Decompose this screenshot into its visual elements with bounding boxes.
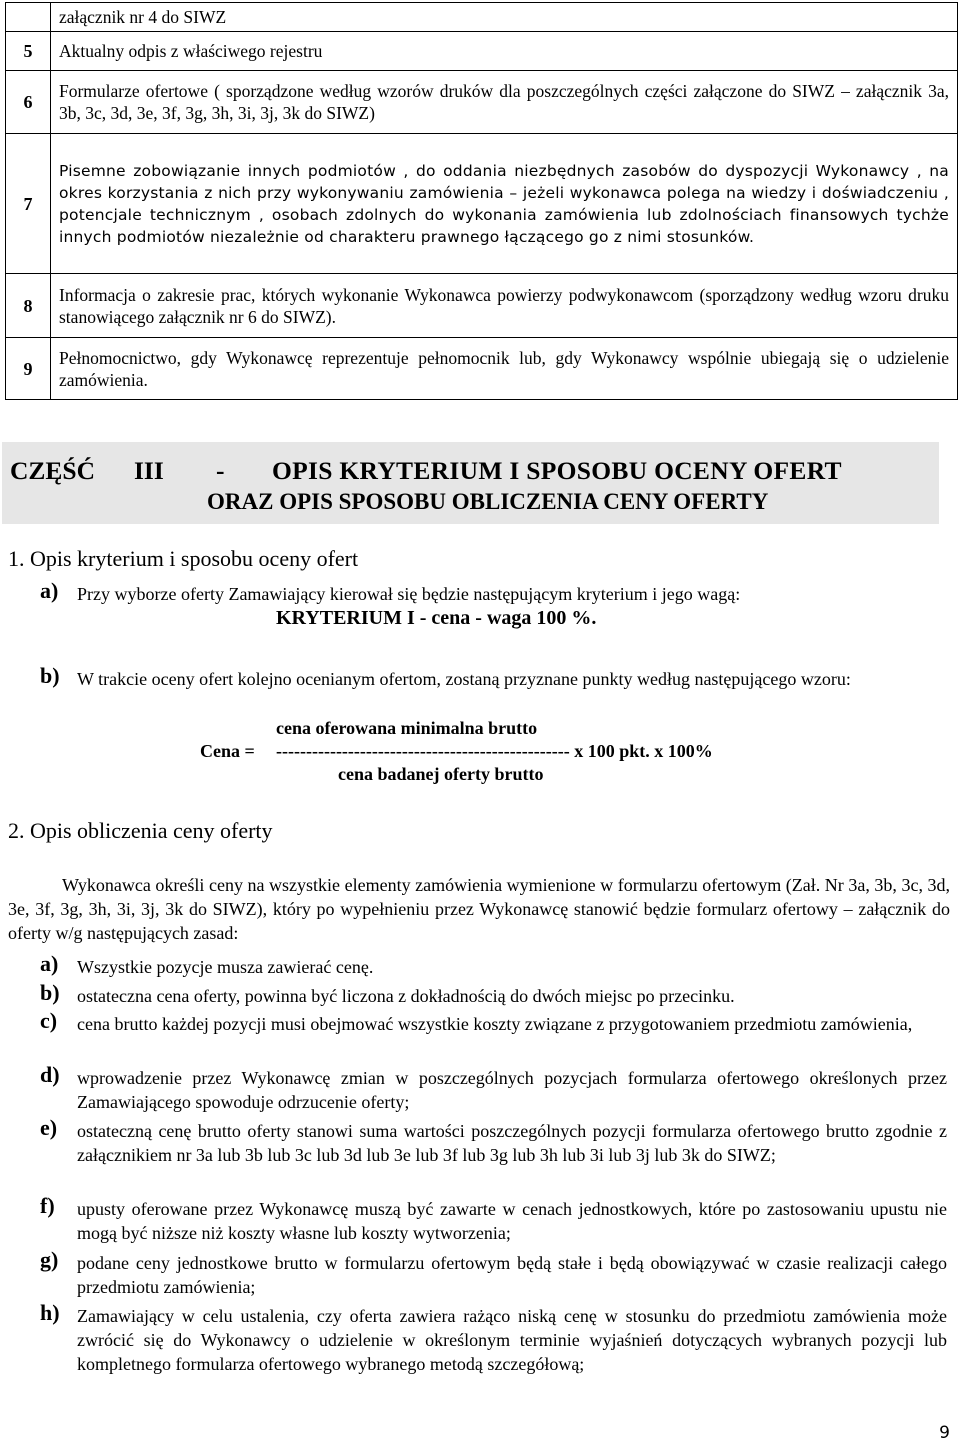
item-label: a) [40,578,59,603]
formula-label: Cena = [200,741,255,761]
item-label: h) [40,1300,60,1325]
item-text: podane ceny jednostkowe brutto w formularzu ofertowym będą stałe i będą obowiązywać w czasie realizacji całego przedmiotu zamówienia; [77,1253,947,1297]
section2-heading: 2. Opis obliczenia ceny oferty [8,818,273,843]
row-number [6,3,51,32]
item-label: c) [40,1008,58,1033]
banner-title-line1: OPIS KRYTERIUM I SPOSOBU OCENY OFERT [272,456,842,485]
item-text: ostateczna cena oferty, powinna być liczona z dokładnością do dwóch miejsc po przecinku. [77,986,735,1006]
part-roman: III [134,456,164,485]
item-label: b) [40,980,60,1005]
row-number: 7 [6,134,51,274]
item-text: Zamawiający w celu ustalenia, czy oferta zawiera rażąco niską cenę w stosunku do przedmiotu zamówienia może zwrócić się do Wykonawcy o udzielenie w określonym terminie wyjaśnień dotyczących wybranych pozycji lub kompletnego formularza ofertowego wybranego metodą szczegółową; [77,1306,947,1374]
table-row [6,134,958,274]
row-number: 9 [6,338,51,400]
criterion-text: KRYTERIUM I - cena - waga 100 %. [276,607,597,629]
item-text: upusty oferowane przez Wykonawcę muszą być zawarte w cenach jednostkowych, które po zastosowaniu upustu nie mogą być niższe niż koszty własne lub koszty wytworzenia; [77,1199,947,1243]
row-number: 8 [6,274,51,338]
item-text: wprowadzenie przez Wykonawcę zmian w poszczególnych pozycjach formularza ofertowego określonych przez Zamawiającego spowoduje odrzucenie oferty; [77,1068,947,1112]
row-text: Aktualny odpis z właściwego rejestru [51,32,958,71]
row-text: załącznik nr 4 do SIWZ [51,3,958,32]
item-text: Wszystkie pozycje musza zawierać cenę. [77,957,374,977]
formula-divider: ------------------------------------------------- x 100 pkt. x 100% [276,741,713,761]
table-row [6,32,958,71]
formula-numerator: cena oferowana minimalna brutto [276,718,538,738]
item-label: d) [40,1062,60,1087]
row-text: Informacja o zakresie prac, których wykonanie Wykonawca powierzy podwykonawcom (sporządzony według wzoru druku stanowiącego załącznik nr 6 do SIWZ). [51,274,958,338]
item-text: Przy wyborze oferty Zamawiający kierował się będzie następującym kryterium i jego wagą: [77,584,741,604]
item-text: W trakcie oceny ofert kolejno ocenianym ofertom, zostaną przyznane punkty według następującego wzoru: [77,669,851,689]
table-row [6,3,958,32]
requirements-table [5,2,958,400]
item-label: b) [40,663,60,688]
section2-intro: Wykonawca określi ceny na wszystkie elementy zamówienia wymienione w formularzu ofertowym (Zał. Nr 3a, 3b, 3c, 3d, 3e, 3f, 3g, 3h, 3i, 3j, 3k do SIWZ), który po wypełnieniu przez Wykonawcę stanowić będzie formularz ofertowy – załącznik do oferty w/g następujących zasad: [8,875,950,943]
item-label: e) [40,1115,58,1140]
item-label: f) [40,1193,55,1218]
row-number: 5 [6,32,51,71]
row-text: Pełnomocnictwo, gdy Wykonawcę reprezentuje pełnomocnik lub, gdy Wykonawcy wspólnie ubiegają się o udzielenie zamówienia. [51,338,958,400]
part-label: CZĘŚĆ [10,456,96,485]
banner-title-line2: ORAZ OPIS SPOSOBU OBLICZENIA CENY OFERTY [207,489,769,514]
table-row [6,274,958,338]
part-dash: - [216,456,225,485]
row-number: 6 [6,71,51,134]
table-row [6,71,958,134]
row-text: Formularze ofertowe ( sporządzone według wzorów druków dla poszczególnych części załączone do SIWZ – załącznik 3a, 3b, 3c, 3d, 3e, 3f, 3g, 3h, 3i, 3j, 3k do SIWZ) [51,71,958,134]
page-number: 9 [939,1423,950,1443]
item-text: cena brutto każdej pozycji musi obejmować wszystkie koszty związane z przygotowaniem przedmiotu zamówienia, [77,1014,913,1034]
part-banner [2,442,939,524]
item-label: a) [40,951,59,976]
formula-denominator: cena badanej oferty brutto [338,764,544,784]
item-text: ostateczną cenę brutto oferty stanowi suma wartości poszczególnych pozycji formularza ofertowego brutto zgodnie z załącznikiem nr 3a lub 3b lub 3c lub 3d lub 3e lub 3f lub 3g lub 3h lub 3i lub 3j lub 3k do SIWZ; [77,1121,947,1165]
row-text: Pisemne zobowiązanie innych podmiotów , do oddania niezbędnych zasobów do dyspozycji Wykonawcy , na okres korzystania z nich przy wykonywaniu zamówienia – jeżeli wykonawca polega na wiedzy i doświadczeniu , potencjale technicznym , osobach zdolnych do wykonania zamówienia lub zdolnościach finansowych tychże innych podmiotów niezależnie od charakteru prawnego łączącego go z nimi stosunków. [51,134,958,274]
item-label: g) [40,1247,59,1272]
section1-heading: 1. Opis kryterium i sposobu oceny ofert [8,546,359,571]
table-row [6,338,958,400]
